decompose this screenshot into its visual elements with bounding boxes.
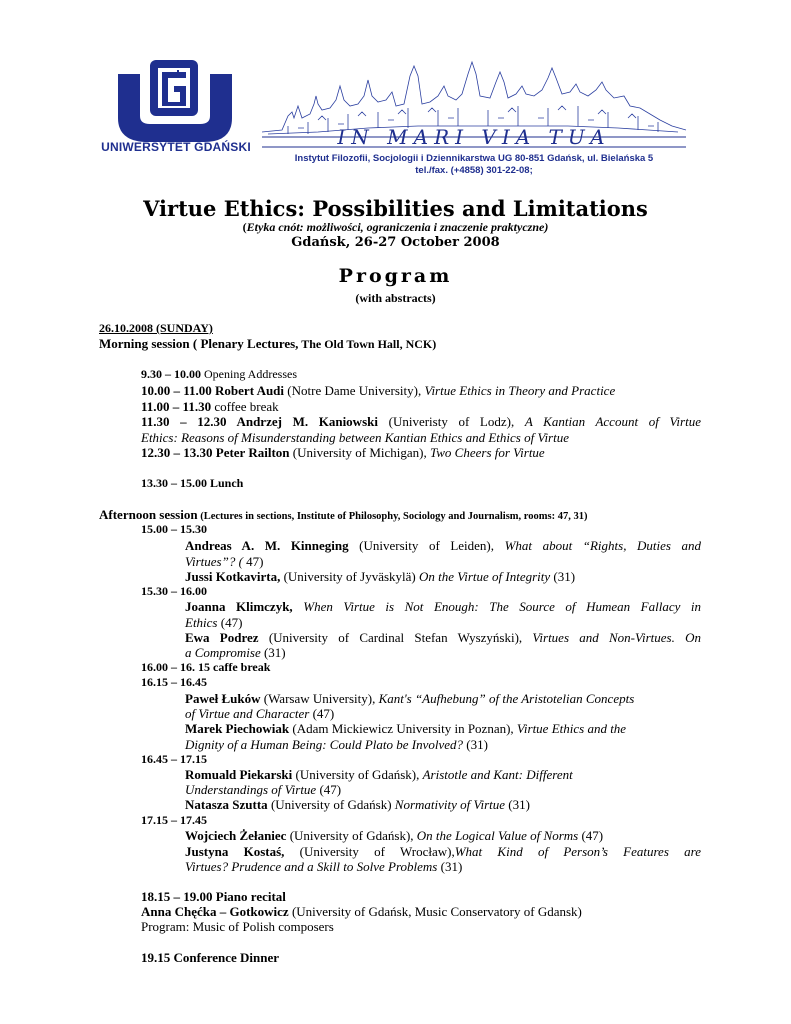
recital-affil: (University of Gdańsk, Music Conservatory of Gdansk) — [288, 904, 582, 919]
talk-title-cont: of Virtue and Character — [185, 706, 310, 721]
talk-entry — [185, 828, 603, 843]
talk-entry-cont — [185, 737, 488, 752]
talk-title-cont: Ethics — [185, 615, 218, 630]
item-speaker: Robert Audi — [211, 383, 285, 398]
talk-speaker: Wojciech Żełaniec — [185, 828, 287, 843]
talk-affil: (Adam Mickiewicz University in Poznan), — [289, 721, 517, 736]
talk-speaker: Joanna Klimczyk, — [185, 599, 293, 614]
coffee-break: 16.00 – 16. 15 caffe break — [141, 660, 271, 674]
talk-entry — [185, 721, 626, 736]
talk-entry — [185, 691, 634, 706]
item-talk: A Kantian Account of Virtue — [524, 414, 701, 429]
conference-dinner: 19.15 Conference Dinner — [141, 950, 280, 965]
list-item — [141, 367, 297, 382]
talk-title: On the Logical Value of Norms — [416, 828, 579, 843]
day-date: 26.10.2008 (SUNDAY) — [99, 321, 213, 335]
talk-affil: (University of Gdańsk), — [286, 828, 417, 843]
institute-phone: tel./fax. (+4858) 301-22-08; — [415, 165, 533, 176]
talk-speaker: Natasza Szutta — [185, 797, 268, 812]
document-subtitle — [0, 220, 791, 235]
program-subheading: (with abstracts) — [355, 291, 436, 305]
talk-title: Aristotle and Kant: Different — [422, 767, 573, 782]
item-speaker: Andrzej M. Kaniowski — [226, 414, 378, 429]
talk-room: (31) — [437, 859, 463, 874]
talk-affil: (Warsaw University), — [260, 691, 379, 706]
afternoon-session-label: Afternoon session — [99, 507, 198, 522]
recital-performer: Anna Chęćka – Gotkowicz — [141, 904, 289, 919]
talk-speaker: Ewa Podrez — [185, 630, 259, 645]
talk-room: 47) — [242, 554, 264, 569]
talk-title: Normativity of Virtue — [394, 797, 506, 812]
talk-title: On the Virtue of Integrity — [418, 569, 551, 584]
talk-affil: (University of Gdańsk) — [267, 797, 395, 812]
talk-affil: (University of Cardinal Stefan Wyszyński), — [258, 630, 533, 645]
talk-entry-cont — [185, 645, 286, 660]
slot-time: 17.15 – 17.45 — [141, 813, 207, 827]
morning-session-heading — [99, 336, 436, 352]
event-date: Gdańsk, 26-27 October 2008 — [291, 235, 500, 250]
talk-title: When Virtue is Not Enough: The Source of Humean Fallacy in — [303, 599, 702, 614]
item-time: 9.30 – 10.00 — [141, 367, 201, 381]
item-affil: (University of Michigan), — [289, 445, 430, 460]
talk-speaker: Romuald Piekarski — [185, 767, 293, 782]
list-item — [141, 445, 545, 460]
talk-affil: (University of Jyväskylä) — [280, 569, 419, 584]
city-motto: IN MARI VIA TUA — [337, 125, 611, 149]
talk-title-cont: Understandings of Virtue — [185, 782, 317, 797]
talk-entry-cont — [185, 782, 341, 797]
talk-entry — [185, 797, 530, 812]
recital-title: 18.15 – 19.00 Piano recital — [141, 889, 286, 904]
slot-time: 16.15 – 16.45 — [141, 675, 207, 689]
item-desc: coffee break — [211, 399, 279, 414]
talk-room: (31) — [550, 569, 576, 584]
talk-entry — [185, 630, 701, 645]
talk-entry — [185, 599, 701, 614]
talk-title-cont: Virtues? Prudence and a Skill to Solve Problems — [185, 859, 438, 874]
item-talk: Virtue Ethics in Theory and Practice — [424, 383, 616, 398]
talk-speaker: Paweł Łuków — [185, 691, 261, 706]
list-item — [141, 399, 279, 414]
item-time: 10.00 – 11.00 — [141, 383, 212, 398]
recital-performer-line — [141, 904, 582, 919]
item-time: 11.30 – 12.30 — [141, 414, 227, 429]
talk-entry-cont — [185, 615, 242, 630]
talk-title: Kant's “Aufhebung” of the Aristotelian Concepts — [378, 691, 635, 706]
university-name: UNIWERSYTET GDAŃSKI — [101, 140, 251, 154]
item-time: 11.00 – 11.30 — [141, 399, 212, 414]
talk-affil — [293, 599, 304, 614]
item-affil: (Univeristy of Lodz), — [377, 414, 525, 429]
talk-title: What Kind of Person’s Features are — [454, 844, 701, 859]
talk-speaker: Marek Piechowiak — [185, 721, 290, 736]
slot-time: 15.30 – 16.00 — [141, 584, 207, 598]
list-item — [141, 383, 615, 398]
slot-time: 16.45 – 17.15 — [141, 752, 207, 766]
talk-entry — [185, 538, 701, 553]
item-talk: Two Cheers for Virtue — [429, 445, 545, 460]
item-talk-cont: Ethics: Reasons of Misunderstanding between Kantian Ethics and Ethics of Virtue — [141, 430, 569, 445]
talk-title: What about “Rights, Duties and — [504, 538, 702, 553]
talk-entry-cont — [185, 554, 264, 569]
item-speaker: Peter Railton — [212, 445, 290, 460]
subtitle-open: ( — [242, 220, 247, 234]
talk-entry-cont — [185, 859, 462, 874]
morning-session-label: Morning session ( Plenary Lectures, — [99, 336, 299, 351]
subtitle-text: Etyka cnót: możliwości, ograniczenia i znaczenie praktyczne) — [246, 220, 549, 234]
talk-speaker: Justyna Kostaś, — [185, 844, 285, 859]
talk-affil: (University of Leiden), — [348, 538, 505, 553]
lunch-item: 13.30 – 15.00 Lunch — [141, 476, 244, 490]
talk-title-cont: a Compromise — [185, 645, 261, 660]
talk-room: (47) — [578, 828, 604, 843]
talk-room: (47) — [309, 706, 335, 721]
document-title: Virtue Ethics: Possibilities and Limitations — [143, 196, 648, 221]
recital-program: Program: Music of Polish composers — [141, 919, 334, 934]
talk-speaker: Andreas A. M. Kinneging — [185, 538, 349, 553]
institute-address: Instytut Filozofii, Socjologii i Dziennikarstwa UG 80-851 Gdańsk, ul. Bielańska 5 — [294, 153, 654, 164]
talk-room: (31) — [463, 737, 488, 752]
talk-entry — [185, 767, 573, 782]
item-desc: Opening Addresses — [201, 367, 297, 381]
talk-room: (31) — [260, 645, 286, 660]
item-time: 12.30 – 13.30 — [141, 445, 213, 460]
slot-time: 15.00 – 15.30 — [141, 522, 207, 536]
afternoon-session-detail: (Lectures in sections, Institute of Philosophy, Sociology and Journalism, rooms: 47, 31) — [197, 511, 588, 522]
talk-room: (47) — [316, 782, 342, 797]
talk-title-cont: Virtues”? ( — [185, 554, 243, 569]
talk-title: Virtue Ethics and the — [516, 721, 627, 736]
item-affil: (Notre Dame University), — [284, 383, 425, 398]
talk-room: (47) — [217, 615, 243, 630]
talk-entry — [185, 844, 701, 859]
program-heading: Program — [338, 265, 453, 287]
morning-session-venue: The Old Town Hall, NCK) — [298, 337, 437, 351]
talk-speaker: Jussi Kotkavirta, — [185, 569, 281, 584]
talk-affil: (University of Wrocław), — [284, 844, 455, 859]
talk-title-cont: Dignity of a Human Being: Could Plato be Involved? — [185, 737, 464, 752]
list-item — [141, 414, 701, 429]
talk-affil: (University of Gdańsk), — [292, 767, 423, 782]
talk-room: (31) — [505, 797, 530, 812]
talk-title: Virtues and Non-Virtues. On — [532, 630, 701, 645]
talk-entry-cont — [185, 706, 334, 721]
talk-entry — [185, 569, 575, 584]
